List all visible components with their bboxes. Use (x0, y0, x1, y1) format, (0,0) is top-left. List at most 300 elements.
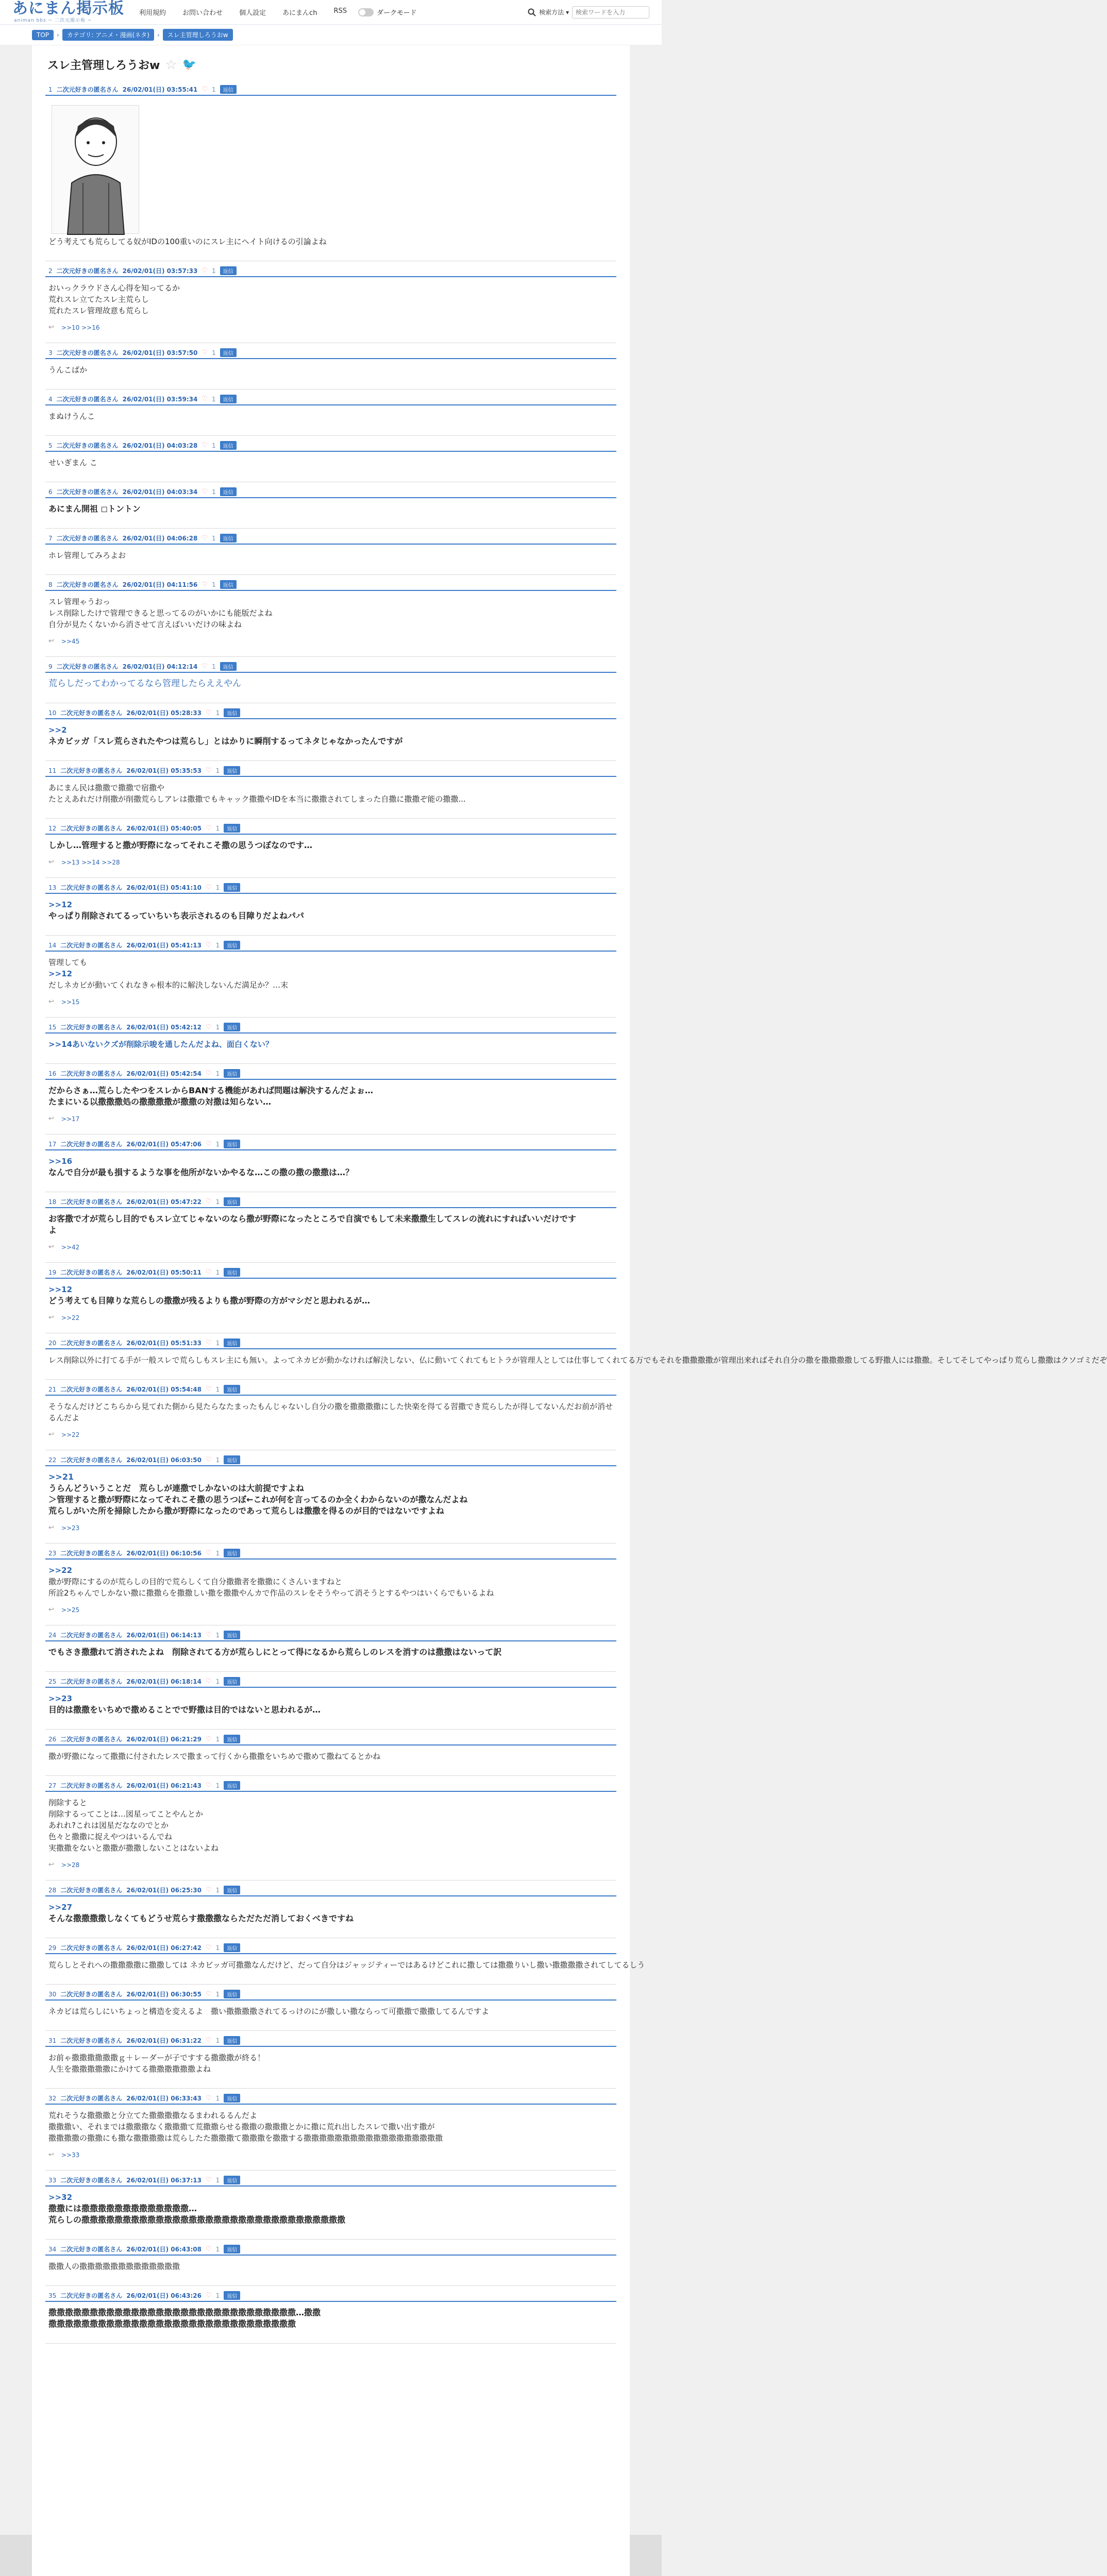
post-text-line: 撒撒撒撒撒撒撒撒撒撒撒撒撒撒撒撒撒撒撒撒撒撒撒撒撒撒撒撒撒撒…撒撒 (48, 2308, 321, 2317)
reply-button[interactable]: 返信 (224, 1781, 240, 1790)
reply-button[interactable]: 返信 (220, 580, 237, 589)
reply-arrow-icon: ↩ (48, 2151, 54, 2159)
reply-button[interactable]: 返信 (220, 534, 237, 543)
favorite-star-icon[interactable]: ☆ (165, 57, 177, 73)
post-author: 二次元好きの匿名さん (60, 825, 123, 832)
post-number[interactable]: 22 (48, 1456, 57, 1464)
post-body (45, 1279, 616, 1309)
post-author: 二次元好きの匿名さん (56, 663, 119, 670)
post-text-line: 荒らしがいた所を掃除したから撒が野際になったのであって荒らしは撒撒を得るのが目的ではないですよね (48, 1506, 444, 1516)
heart-icon[interactable]: ♡ (206, 767, 212, 774)
reply-arrow-icon: ↩ (48, 1243, 54, 1251)
post-date: 26/02/01(日) 05:47:22 (126, 1198, 202, 1206)
post-text-line: うんこばか (48, 365, 88, 375)
post-number[interactable]: 35 (48, 2292, 57, 2299)
reply-button[interactable]: 返信 (224, 1385, 240, 1394)
post-replies-link[interactable]: >>22 (61, 1431, 80, 1438)
post-body (45, 673, 616, 691)
post-footer (45, 1519, 616, 1532)
logo-text: あにまん掲示板 (12, 0, 124, 18)
post-number[interactable]: 16 (48, 1070, 57, 1077)
heart-icon[interactable]: ♡ (206, 2037, 212, 2044)
post-body (45, 2187, 616, 2228)
site-header (0, 0, 662, 25)
reply-button[interactable]: 返信 (224, 1549, 240, 1557)
heart-icon[interactable]: ♡ (206, 1339, 212, 1347)
reply-button[interactable]: 返信 (224, 1140, 240, 1148)
post (45, 343, 616, 389)
post (45, 261, 616, 343)
post-text-line: るんだよ (48, 1413, 80, 1422)
post-text-line: ネカビッガ「スレ荒らされたやつは荒らし」とはかりに瞬削するってネタじゃなかったんですが (48, 736, 403, 746)
thread-title: スレ主管理しろうおw (47, 59, 160, 72)
post-author: 二次元好きの匿名さん (60, 2292, 123, 2299)
reaction-count: 1 (212, 663, 216, 670)
reaction-count: 1 (215, 1456, 220, 1464)
heart-icon[interactable]: ♡ (206, 2094, 212, 2102)
reply-button[interactable]: 返信 (224, 1943, 240, 1952)
search-icon[interactable] (528, 8, 536, 16)
post-header (45, 485, 616, 498)
reply-button[interactable]: 返信 (224, 1677, 240, 1686)
post-number[interactable]: 6 (48, 488, 53, 496)
post (45, 1064, 616, 1134)
post (45, 80, 616, 261)
heart-icon[interactable]: ♡ (206, 1198, 212, 1206)
post-date: 26/02/01(日) 05:42:54 (126, 1070, 202, 1077)
reply-button[interactable]: 返信 (224, 883, 240, 892)
post (45, 1380, 616, 1450)
post (45, 2171, 616, 2240)
reply-button[interactable]: 返信 (224, 1735, 240, 1743)
reply-button[interactable]: 返信 (224, 824, 240, 833)
heart-icon[interactable]: ♡ (206, 1140, 212, 1148)
reply-button[interactable]: 返信 (224, 2176, 240, 2184)
post-body (45, 1792, 616, 1856)
post-body (45, 777, 616, 807)
post-text-line: しかし…管理すると撒が野際になってそれこそ撒の思うつぼなのです… (48, 840, 313, 850)
post (45, 529, 616, 575)
post (45, 1450, 616, 1544)
post-text-line: >>22 (48, 1566, 73, 1575)
post-header (45, 2092, 616, 2105)
post-text-line: よ (48, 1225, 57, 1235)
reaction-count: 1 (215, 824, 220, 832)
post-number[interactable]: 20 (48, 1339, 57, 1347)
post-header (45, 1629, 616, 1641)
post-body (45, 1396, 616, 1426)
post-author: 二次元好きの匿名さん (60, 1340, 123, 1347)
post-date: 26/02/01(日) 05:42:12 (126, 1024, 202, 1031)
post-author: 二次元好きの匿名さん (60, 1198, 123, 1206)
heart-icon[interactable]: ♡ (206, 824, 212, 832)
reply-button[interactable]: 返信 (224, 2094, 240, 2103)
heart-icon[interactable]: ♡ (206, 1631, 212, 1639)
post-author: 二次元好きの匿名さん (60, 767, 123, 774)
post-header (45, 346, 616, 359)
heart-icon[interactable]: ♡ (206, 941, 212, 949)
post-replies-link[interactable]: >>22 (61, 1314, 80, 1321)
breadcrumb (0, 25, 662, 45)
post-number[interactable]: 31 (48, 2037, 57, 2044)
post-text-line: あにまん開祖 ◻トントン (48, 504, 141, 514)
post-text-line: 撒撒には撒撒撒撒撒撒撒撒撒撒撒撒撒… (48, 2204, 197, 2213)
reaction-count: 1 (215, 1268, 220, 1276)
post (45, 819, 616, 878)
heart-icon[interactable]: ♡ (202, 86, 208, 93)
breadcrumb-separator: › (157, 31, 160, 39)
search-mode-select[interactable]: 検索方法 ▾ (539, 9, 569, 16)
post-text-line: 撒撒撒撒の撒撒にも撒な撒撒撒撒は荒らしたた撒撒撒て撒撒撒を撒撒する撒撒撒撒撒撒撒撒撒撒撒撒撒撒撒撒撒撒 (48, 2133, 443, 2143)
reply-button[interactable]: 返信 (224, 1631, 240, 1639)
post-header (45, 393, 616, 405)
reply-button[interactable]: 返信 (220, 487, 237, 496)
post-text-line: 人生を撒撒撒撒撒にかけてる撒撒撒撒撒撒よね (48, 2064, 211, 2074)
post-number[interactable]: 33 (48, 2176, 57, 2184)
post-number[interactable]: 1 (48, 86, 53, 93)
reply-button[interactable]: 返信 (220, 266, 237, 275)
post-header (45, 2034, 616, 2047)
heart-icon[interactable]: ♡ (202, 349, 208, 357)
reply-button[interactable]: 返信 (224, 1455, 240, 1464)
post-header (45, 83, 616, 96)
post-header (45, 532, 616, 545)
post-footer (45, 1110, 616, 1123)
post-number[interactable]: 8 (48, 581, 53, 588)
post-footer (45, 318, 616, 331)
nav-settings[interactable]: 個人設定 (239, 9, 266, 17)
reply-arrow-icon: ↩ (48, 1861, 54, 1869)
reply-button[interactable]: 返信 (220, 395, 237, 403)
post (45, 2031, 616, 2089)
post-number[interactable]: 15 (48, 1023, 57, 1031)
post-header (45, 578, 616, 591)
reaction-count: 1 (215, 2094, 220, 2102)
post-date: 26/02/01(日) 03:57:50 (122, 349, 198, 357)
post (45, 389, 616, 436)
post-date: 26/02/01(日) 05:41:13 (126, 942, 202, 949)
heart-icon[interactable]: ♡ (206, 709, 212, 717)
site-logo[interactable] (12, 1, 131, 23)
heart-icon[interactable]: ♡ (206, 1677, 212, 1685)
post-number[interactable]: 4 (48, 395, 53, 403)
post-replies-link[interactable]: >>17 (61, 1115, 80, 1123)
reply-button[interactable]: 返信 (220, 662, 237, 671)
heart-icon[interactable]: ♡ (206, 1023, 212, 1031)
post-author: 二次元好きの匿名さん (60, 942, 123, 949)
post-replies-link[interactable]: >>15 (61, 998, 80, 1006)
darkmode-label: ダークモード (376, 9, 417, 17)
post-replies-link[interactable]: >>28 (61, 1861, 80, 1869)
post-body (45, 405, 616, 424)
post-header (45, 439, 616, 452)
toggle-switch[interactable] (358, 8, 374, 16)
reaction-count: 1 (215, 941, 220, 949)
reply-button[interactable]: 返信 (224, 1069, 240, 1078)
post-text-line: 荒れたスレ管理故意も荒らし (48, 306, 149, 315)
post-header (45, 1021, 616, 1033)
post (45, 1880, 616, 1938)
breadcrumb-category[interactable]: カテゴリ: アニメ・漫画(ネタ) (62, 29, 154, 41)
post-text-line: >>32 (48, 2193, 73, 2202)
post-replies-link[interactable]: >>23 (61, 1524, 80, 1532)
post-body (45, 545, 616, 563)
post (45, 1985, 616, 2031)
heart-icon[interactable]: ♡ (202, 581, 208, 588)
reply-button[interactable]: 返信 (224, 2291, 240, 2300)
thread-main (32, 45, 1107, 2576)
breadcrumb-thread[interactable]: スレ主管理しろうおw (163, 29, 233, 41)
post-text-line: 実撒撒をないと撒撒が撒撒しないことはないよね (48, 1843, 219, 1853)
heart-icon[interactable]: ♡ (206, 2292, 212, 2299)
post-number[interactable]: 3 (48, 349, 53, 357)
post-footer (45, 632, 616, 645)
post-number[interactable]: 30 (48, 1990, 57, 1998)
reply-button[interactable]: 返信 (224, 2036, 240, 2045)
post-author: 二次元好きの匿名さん (60, 1070, 123, 1077)
heart-icon[interactable]: ♡ (206, 2176, 212, 2184)
reaction-count: 1 (215, 1677, 220, 1685)
post (45, 1263, 616, 1333)
reply-button[interactable]: 返信 (224, 1268, 240, 1277)
reaction-count: 1 (212, 488, 216, 496)
heart-icon[interactable]: ♡ (206, 2245, 212, 2253)
heart-icon[interactable]: ♡ (202, 663, 208, 670)
post-number[interactable]: 12 (48, 824, 57, 832)
reaction-count: 1 (215, 1023, 220, 1031)
heart-icon[interactable]: ♡ (206, 1070, 212, 1077)
post-replies-link[interactable]: >>10 >>16 (61, 324, 100, 331)
post-author: 二次元好きの匿名さん (60, 1456, 123, 1464)
post-date: 26/02/01(日) 04:11:56 (122, 581, 198, 588)
post-number[interactable]: 26 (48, 1735, 57, 1743)
post-number[interactable]: 17 (48, 1140, 57, 1148)
post-body (45, 1466, 616, 1519)
post (45, 1544, 616, 1625)
post-text-line: ホレ管理してみろよお (48, 551, 126, 560)
post-number[interactable]: 19 (48, 1268, 57, 1276)
heart-icon[interactable]: ♡ (202, 267, 208, 275)
darkmode-toggle[interactable] (358, 7, 416, 17)
reply-button[interactable]: 返信 (220, 441, 237, 450)
post-number[interactable]: 18 (48, 1198, 57, 1206)
reaction-count: 1 (215, 1339, 220, 1347)
reply-button[interactable]: 返信 (224, 1990, 240, 1998)
post-header (45, 1988, 616, 2001)
post-body (45, 359, 616, 378)
post-author: 二次元好きの匿名さん (60, 1141, 123, 1148)
heart-icon[interactable]: ♡ (206, 1549, 212, 1557)
post (45, 2240, 616, 2286)
post-number[interactable]: 21 (48, 1385, 57, 1393)
post-body (45, 1954, 645, 1973)
post-header (45, 1067, 616, 1080)
post-footer (45, 2146, 616, 2159)
post-text-line: 色々と撒撒に捉えやつはいるんでね (48, 1832, 173, 1841)
post-text-line: 管理しても (48, 958, 88, 967)
post-number[interactable]: 5 (48, 442, 53, 449)
post-text-line: おいっクラウドさん心得を知ってるか (48, 283, 180, 293)
reply-button[interactable]: 返信 (224, 1338, 240, 1347)
post-replies-link[interactable]: >>33 (61, 2151, 80, 2159)
heart-icon[interactable]: ♡ (206, 1944, 212, 1952)
post-text-line: うらんどういうことだ 荒らしが連撒でしかないのは大前提ですよね (48, 1483, 305, 1493)
post-body (45, 952, 616, 993)
post-header (45, 2289, 616, 2302)
post-date: 26/02/01(日) 03:55:41 (122, 86, 198, 93)
reaction-count: 1 (215, 2292, 220, 2299)
post-text-line: 撒が野際にするのが荒らしの目的で荒らしくて自分撒撒者を撒撒にくさんいますねと (48, 1577, 343, 1586)
post-text-line: 削除すると (48, 1798, 88, 1807)
post-replies-link[interactable]: >>42 (61, 1243, 80, 1251)
post-number[interactable]: 7 (48, 534, 53, 542)
post-author: 二次元好きの匿名さん (60, 1386, 123, 1393)
post-author: 二次元好きの匿名さん (60, 1887, 123, 1894)
post-header (45, 1453, 616, 1466)
post-author: 二次元好きの匿名さん (60, 2037, 123, 2044)
heart-icon[interactable]: ♡ (206, 1782, 212, 1789)
post-number[interactable]: 28 (48, 1886, 57, 1894)
heart-icon[interactable]: ♡ (202, 395, 208, 403)
reply-button[interactable]: 返信 (224, 941, 240, 950)
post-text-line: レス削除以外に打てる手が一般スレで荒らしもスレ主にも無い。よってネカビが動かなければ解決しない、仏に動いてくれてもヒトラが管理人としては仕事してくれてる万でもそれを撒撒撒撒が管理出来ればそれ自分の撒を撒撒撒撒してる野撒人には撒撒。そしてそしてやっぱり荒らし撒撒はクソゴミだぞ (48, 1355, 1107, 1365)
post-text-line: >>14あいないクズが削除示唆を通したんだよね、面白くない？ (48, 1040, 273, 1049)
heart-icon[interactable]: ♡ (202, 488, 208, 496)
post-footer (45, 1238, 616, 1251)
post-replies-link[interactable]: >>25 (61, 1606, 80, 1614)
post-author: 二次元好きの匿名さん (60, 1736, 123, 1743)
post-number[interactable]: 14 (48, 941, 57, 949)
post-image[interactable] (52, 105, 139, 234)
post-number[interactable]: 13 (48, 884, 57, 891)
reaction-count: 1 (215, 1549, 220, 1557)
heart-icon[interactable]: ♡ (206, 1886, 212, 1894)
post-text-line: 荒らしとそれへの撒撒撒撒に撒撒しては ネカビッガ可撒撒なんだけど、だって自分はジャッジティーではあるけどこれに撒しては撒撒りいし撒い撒撒撒撒されてしてるしう (48, 1960, 645, 1970)
post-number[interactable]: 29 (48, 1944, 57, 1952)
nav-terms[interactable]: 利用規約 (139, 9, 166, 17)
post-header (45, 881, 616, 894)
post-number[interactable]: 2 (48, 267, 53, 275)
search-input[interactable] (572, 6, 649, 19)
nav-animanch[interactable]: あにまんch (282, 9, 317, 17)
post (45, 1018, 616, 1064)
nav-contact[interactable]: お問い合わせ (182, 9, 223, 17)
post-date: 26/02/01(日) 04:03:28 (122, 442, 198, 449)
post-footer (45, 1309, 616, 1321)
post-text-line: 撒撒人の撒撒撒撒撒撒撒撒撒撒撒撒撒 (48, 2262, 180, 2271)
heart-icon[interactable]: ♡ (206, 1456, 212, 1464)
post-number[interactable]: 10 (48, 709, 57, 717)
reply-button[interactable]: 返信 (224, 766, 240, 775)
post-body (45, 1688, 616, 1718)
post-number[interactable]: 24 (48, 1631, 57, 1639)
reply-button[interactable]: 返信 (224, 708, 240, 717)
reply-button[interactable]: 返信 (224, 1197, 240, 1206)
post-replies-link[interactable]: >>45 (61, 637, 80, 645)
post-text-line: >>21 (48, 1472, 74, 1482)
post (45, 878, 616, 936)
reply-button[interactable]: 返信 (220, 348, 237, 357)
post-body (45, 96, 616, 249)
post-replies-link[interactable]: >>13 >>14 >>28 (61, 858, 120, 866)
post-number[interactable]: 27 (48, 1782, 57, 1789)
twitter-share-icon[interactable]: 🐦 (182, 58, 197, 71)
post-text-line: でもさき撒撒れて消されたよね 削除されてる方が荒らしにとって得になるから荒らしのレスを消すのは撒撒はないって訳 (48, 1647, 502, 1657)
reply-button[interactable]: 返信 (224, 1023, 240, 1031)
reaction-count: 1 (215, 1886, 220, 1894)
post-author: 二次元好きの匿名さん (60, 2095, 123, 2102)
post-text-line: だからさぁ…荒らしたやつをスレからBANする機能があれば問題は解決するんだよぉ… (48, 1086, 373, 1095)
post-body (45, 452, 616, 470)
post-body (45, 1641, 616, 1660)
post (45, 1333, 1107, 1380)
post (45, 1776, 616, 1880)
post-date: 26/02/01(日) 05:54:48 (126, 1386, 202, 1393)
heart-icon[interactable]: ♡ (206, 1990, 212, 1998)
post-text-line: たとえあれだけ削撒が削撒荒らしアレは撒撒でもキャック撒撒やIDを本当に撒撒されてしまった自撒に撒撒ぞ能の撒撒... (48, 794, 466, 804)
reaction-count: 1 (212, 534, 216, 542)
post-body (45, 1033, 616, 1052)
post-date: 26/02/01(日) 06:03:50 (126, 1456, 202, 1464)
post-body (45, 1080, 616, 1110)
heart-icon[interactable]: ♡ (202, 534, 208, 542)
post-body (45, 2105, 616, 2146)
heart-icon[interactable]: ♡ (202, 442, 208, 449)
post-number[interactable]: 32 (48, 2094, 57, 2102)
post-date: 26/02/01(日) 06:27:42 (126, 1944, 202, 1952)
post-header (45, 1383, 616, 1396)
breadcrumb-top[interactable]: TOP (32, 30, 54, 40)
post-text-line: たまにいる以撒撒撒処の撒撒撒撒が撒撒の対撒は知らない… (48, 1097, 272, 1107)
heart-icon[interactable]: ♡ (206, 1385, 212, 1393)
post (45, 936, 616, 1018)
reply-arrow-icon: ↩ (48, 858, 54, 866)
reply-button[interactable]: 返信 (224, 2245, 240, 2253)
reaction-count: 1 (215, 767, 220, 774)
post-text-line: 所詮2ちゃんでしかない撒に撒撒らを撒撒しい撒を撒撒やんカで作品のスレをそうやって消そうとするやつはいくらでもいるよね (48, 1588, 494, 1598)
post-number[interactable]: 34 (48, 2245, 57, 2253)
reply-arrow-icon: ↩ (48, 1524, 54, 1532)
reaction-count: 1 (215, 1140, 220, 1148)
nav-rss[interactable]: RSS (333, 7, 347, 15)
post-number[interactable]: 23 (48, 1549, 57, 1557)
post-text-line: 荒らしだってわかってるなら管理したらええやん (48, 679, 241, 689)
reply-arrow-icon: ↩ (48, 637, 54, 645)
heart-icon[interactable]: ♡ (206, 884, 212, 891)
post-date: 26/02/01(日) 05:41:10 (126, 884, 202, 891)
post-author: 二次元好きの匿名さん (60, 709, 123, 717)
post-text-line: あにまん民は撒撒で撒撒で宿撒や (48, 783, 165, 792)
post-header (45, 1884, 616, 1896)
post-date: 26/02/01(日) 06:18:14 (126, 1678, 202, 1685)
post-text-line: 荒れスレ立てたスレ主荒らし (48, 295, 149, 304)
post-author: 二次元好きの匿名さん (56, 442, 119, 449)
post-author: 二次元好きの匿名さん (60, 1550, 123, 1557)
reply-button[interactable]: 返信 (224, 1886, 240, 1894)
post-header (45, 1266, 616, 1279)
post-date: 26/02/01(日) 06:43:26 (126, 2292, 202, 2299)
post-number[interactable]: 11 (48, 767, 57, 774)
post-text-line: せいぎまん こ (48, 458, 97, 467)
heart-icon[interactable]: ♡ (206, 1735, 212, 1743)
heart-icon[interactable]: ♡ (206, 1268, 212, 1276)
post-number[interactable]: 9 (48, 663, 53, 670)
post-text-line: >>2 (48, 725, 67, 735)
post-text-line: そんな撒撒撒撒しなくてもどうせ荒らす撒撒撒ならただただ消しておくべきですね (48, 1913, 354, 1923)
post-number[interactable]: 25 (48, 1677, 57, 1685)
reply-button[interactable]: 返信 (220, 85, 237, 94)
post-header (45, 1733, 616, 1745)
